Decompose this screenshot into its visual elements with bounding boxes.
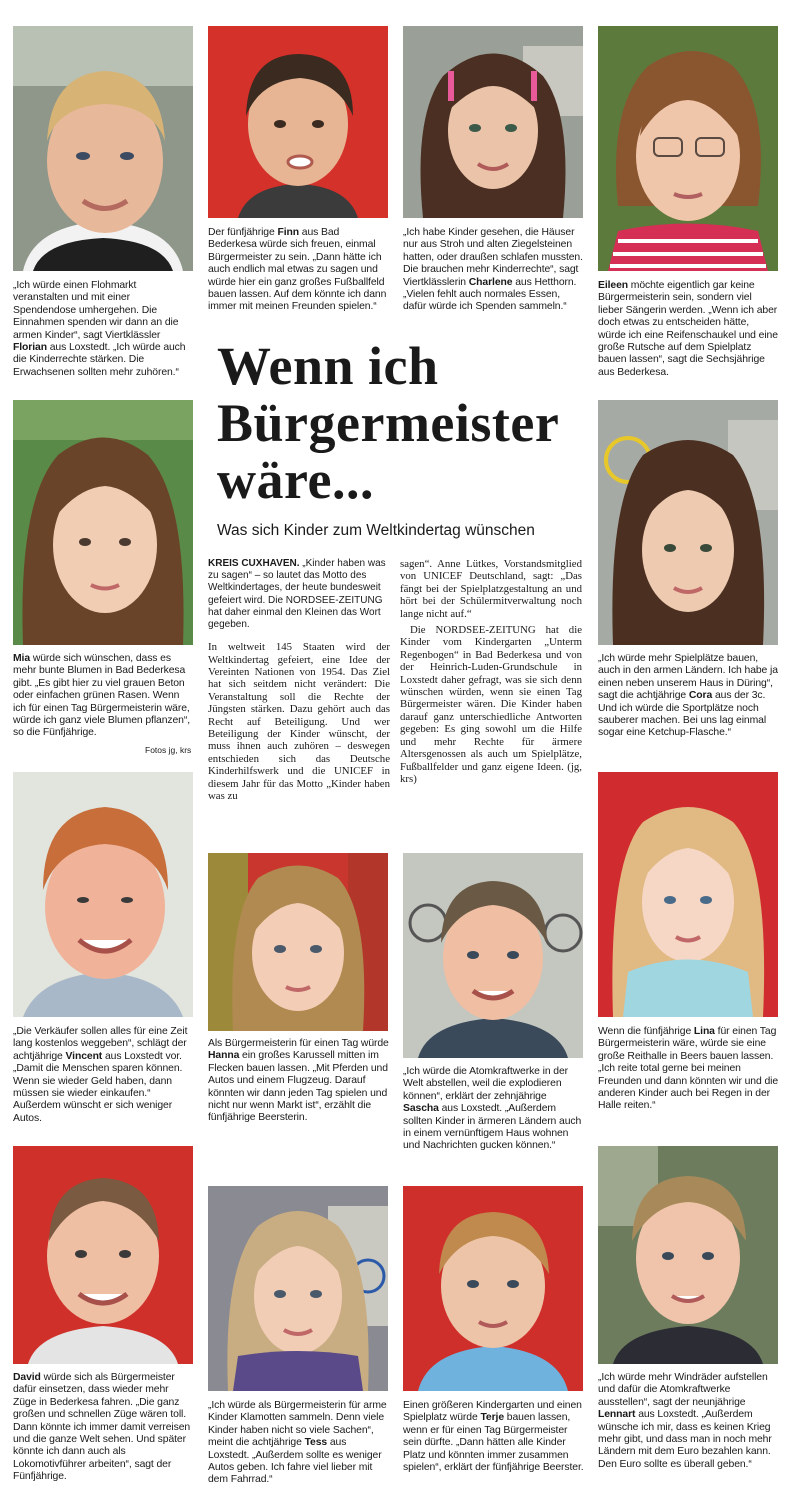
caption-eileen: Eileen möchte eigentlich gar keine Bürgermeisterin sein, sondern viel lieber Sängerin werden. „Wenn ich aber doch etwas zu entscheiden hätte, würde ich eine Reifenschaukel und eine große Rutsche auf dem Spielplatz bauen lassen“, sagt die Sechsjährige aus Bederkesa. bbox=[598, 280, 778, 378]
photo-eileen bbox=[598, 26, 778, 271]
photo-lennart bbox=[598, 1146, 778, 1364]
photo-finn bbox=[208, 26, 388, 218]
caption-hanna: Als Bürgermeisterin für einen Tag würde Hanna ein großes Karussell mitten im Flecken bauen lassen. „Mit Pferden und Autos und einem Flugzeug. Darauf könnten wir dann jeden Tag spielen und nicht nur wenn Markt ist“, erzählt die fünfjährige Beersterin. bbox=[208, 1038, 389, 1124]
caption-lina: Wenn die fünfjährige Lina für einen Tag Bürgermeisterin wäre, würde sie eine große Reithalle in Beers bauen lassen. „Ich reite total gerne bei meinen Freunden und dann könnten wir und die anderen Kinder auch bei Regen in der Halle reiten.“ bbox=[598, 1026, 779, 1112]
photo-hanna bbox=[208, 853, 388, 1031]
photo-florian bbox=[13, 26, 193, 271]
article-column-left bbox=[208, 558, 390, 803]
caption-cora: „Ich würde mehr Spielplätze bauen, auch in den armen Ländern. Ich habe ja einen neben unserem Haus in Düring“, sagt die achtjährige Cora aus der 3c. Und ich würde die Sportplätze noch sauberer machen. Bei uns lag einmal sogar eine Ketchup-Flasche.“ bbox=[598, 653, 778, 739]
photo-credit: Fotos jg, krs bbox=[145, 745, 192, 755]
photo-mia bbox=[13, 400, 193, 645]
caption-finn: Der fünfjährige Finn aus Bad Bederkesa würde sich freuen, einmal Bürgermeister zu sein. „Dann hätte ich auch endlich mal etwas zu sagen und würde hier ein ganz großes Fußballfeld bauen lassen. Auf dem könnte ich dann immer mit meinen Freunden spielen.“ bbox=[208, 227, 387, 313]
photo-lina bbox=[598, 772, 778, 1017]
photo-charlene bbox=[403, 26, 583, 218]
caption-vincent: „Die Verkäufer sollen alles für eine Zeit lang kostenlos weggeben“, schlägt der achtjährige Vincent aus Loxstedt vor. „Damit die Menschen sparen können. Wenn sie wieder Geld haben, dann müssen sie wieder einkaufen.“ Außerdem wünscht er sich weniger Autos. bbox=[13, 1026, 188, 1124]
caption-charlene: „Ich habe Kinder gesehen, die Häuser nur aus Stroh und alten Ziegelsteinen hatten, oder draußen schlafen mussten. Die brauchen mehr Kinderrechte“, sagt Viertklässlerin Charlene aus Hetthorn. „Vielen fehlt auch normales Essen, dafür würde ich Spenden sammeln.“ bbox=[403, 227, 583, 313]
photo-vincent bbox=[13, 772, 193, 1017]
photo-tess bbox=[208, 1186, 388, 1391]
caption-tess: „Ich würde als Bürgermeisterin für arme Kinder Klamotten sammeln. Denn viele Kinder haben nicht so viele Sachen“, meint die achtjährige Tess aus Loxstedt. „Außerdem sollte es weniger Autos geben. Ich fahre viel lieber mit dem Fahrrad.“ bbox=[208, 1400, 387, 1486]
article-paragraph-2: sagen“. Anne Lütkes, Vorstandsmitglied von UNICEF Deutschland, sagt: „Das fängt bei der Spielplatzgestaltung an und hört bei der Schülermitverwaltung noch lange nicht auf.“ bbox=[400, 558, 582, 620]
subheadline: Was sich Kinder zum Weltkindertag wünschen bbox=[217, 522, 535, 539]
photo-cora bbox=[598, 400, 778, 645]
caption-david: David würde sich als Bürgermeister dafür einsetzen, dass wieder mehr Züge in Bederkesa fahren. „Die ganz großen und schnellen Züge wären toll. Dann könnte ich immer damit verreisen und die ganze Welt sehen. Und später könnte ich dann auch als Lokomotivführer arbeiten“, sagt der Fünfjährige. bbox=[13, 1372, 191, 1483]
caption-florian: „Ich würde einen Flohmarkt veranstalten und mit einer Spendendose umhergehen. Die Einnahmen spenden wir dann an die armen Kinder“, sagt Viertklässler Florian aus Loxstedt. „Ich würde auch die Kinderrechte stärken. Die Erwachsenen sollten mehr zuhören.“ bbox=[13, 280, 186, 378]
caption-sascha: „Ich würde die Atomkraftwerke in der Welt abstellen, weil die explodieren können“, erklärt der zehnjährige Sascha aus Loxstedt. „Außerdem sollten Kinder in ärmeren Ländern auch in einem vernünftigem Haus wohnen und Nachrichten gucken können.“ bbox=[403, 1066, 582, 1152]
article-paragraph-3: Die NORDSEE-ZEITUNG hat die Kinder vom Kindergarten „Unterm Regenbogen“ in Bad Bederkesa und von der Heinrich-Luden-Grundschule in Loxstedt daher gefragt, was sie sich denn wünschen würden, wenn sie einen Tag Bürgermeister wären. Die Kinder haben darauf ganz unterschiedliche Antworten gegeben: Es ging sowohl um die Hilfe und mehr Rechte für ärmere Altersgenossen als auch um Spielplätze, Fußballfelder und ganz eigene Ideen. (jg, krs) bbox=[400, 624, 582, 785]
article-lead: KREIS CUXHAVEN. „Kinder haben was zu sagen“ – so lautet das Motto des Weltkindertages, der heute bundesweit gefeiert wird. Die NORDSEE-ZEITUNG hat daher einmal den Kleinen das Wort gegeben. bbox=[208, 558, 386, 631]
caption-terje: Einen größeren Kindergarten und einen Spielplatz würde Terje bauen lassen, wenn er für einen Tag Bürgermeister sein dürfte. „Dann hätten alle Kinder Platz und könnten immer zusammen spielen“, erklärt der fünfjährige Beerster. bbox=[403, 1400, 584, 1474]
photo-sascha bbox=[403, 853, 583, 1058]
photo-david bbox=[13, 1146, 193, 1364]
caption-lennart: „Ich würde mehr Windräder aufstellen und dafür die Atomkraftwerke ausstellen“, sagt der neunjährige Lennart aus Loxstedt. „Außerdem wünsche ich mir, dass es keinen Krieg mehr gibt, und dass man in noch mehr Ländern mit dem Euro bezahlen kann. Den Euro sollte es überall geben.“ bbox=[598, 1372, 772, 1470]
article-paragraph-1: In weltweit 145 Staaten wird der Weltkindertag gefeiert, eine Idee der Vereinten Nationen von 1954. Das Ziel hat sich seitdem nicht verändert: Die Veranstaltung soll die Rechte der Jüngsten stärken. Dazu gehört auch das Recht auf Beteiligung. Und wer Beteiligung der Kinder wünscht, der muss ihnen auch zuhören – deswegen entschieden sich das Deutsche Kinderhilfswerk und die UNICEF in diesem Jahr für das Motto „Kinder haben was zu bbox=[208, 641, 390, 803]
photo-terje bbox=[403, 1186, 583, 1391]
article-column-right bbox=[400, 558, 582, 785]
caption-mia: Mia würde sich wünschen, dass es mehr bunte Blumen in Bad Bederkesa gibt. „Es gibt hier zu viel grauen Beton oder einfachen grünen Rasen. Wenn ich für einen Tag Bürgermeisterin wäre, würde ich ganz viele Blumen pflanzen“, so die Fünfjährige. bbox=[13, 653, 190, 739]
headline: Wenn ich Bürgermeister wäre... bbox=[217, 336, 559, 510]
